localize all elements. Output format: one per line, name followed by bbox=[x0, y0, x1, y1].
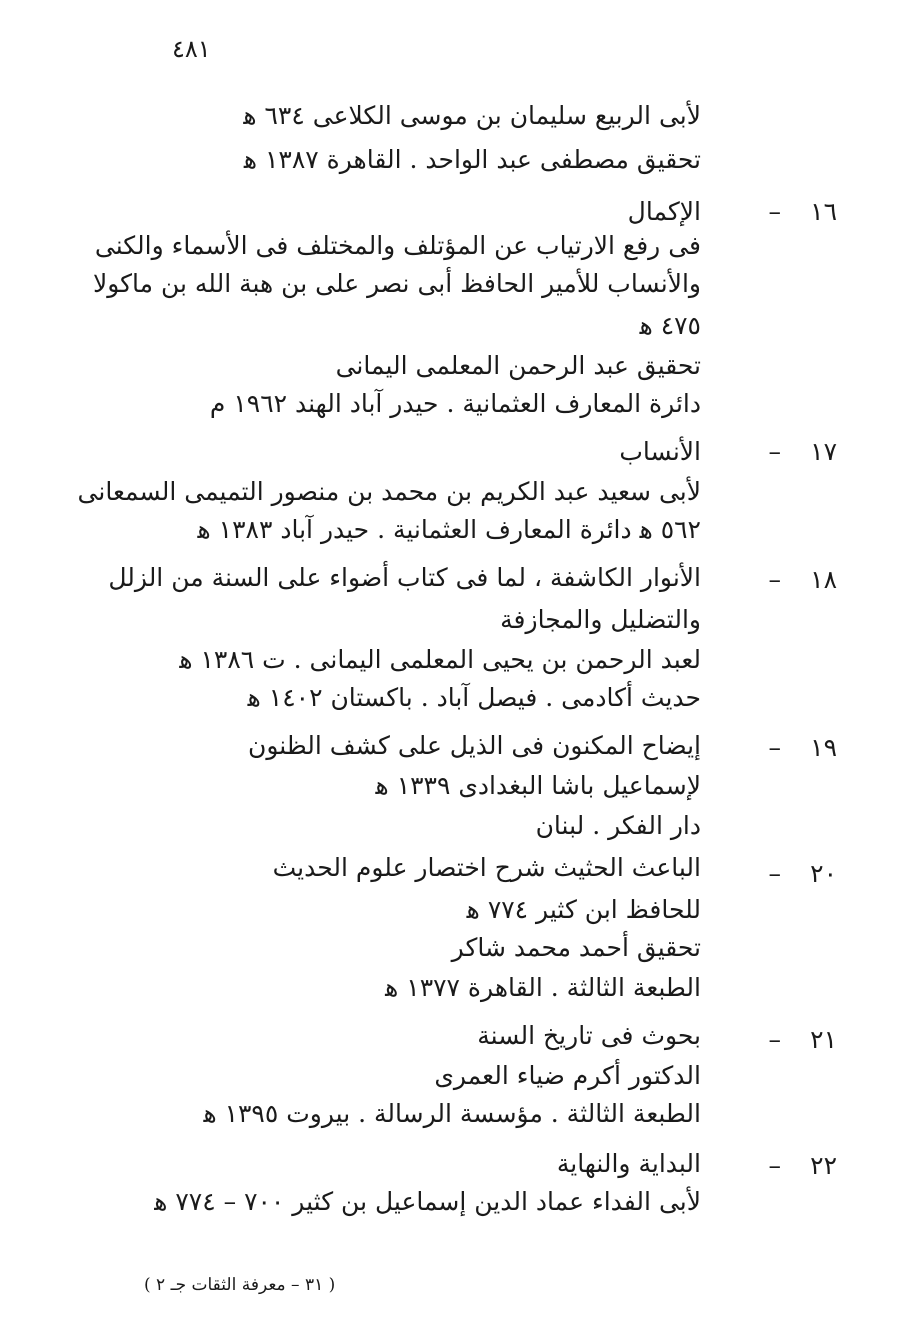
entry-line: والأنساب للأمير الحافظ أبى نصر على بن هبة الله بن ماكولا bbox=[92, 269, 701, 298]
continuation-line: لأبى الربيع سليمان بن موسى الكلاعى ٦٣٤ ﻫ bbox=[243, 101, 701, 130]
continuation-line: تحقيق مصطفى عبد الواحد . القاهرة ١٣٨٧ ﻫ bbox=[243, 145, 701, 174]
entry-line: ٤٧٥ ﻫ bbox=[639, 311, 701, 340]
entry-line: تحقيق عبد الرحمن المعلمى اليمانى bbox=[335, 351, 701, 380]
entry-line: حديث أكادمى . فيصل آباد . باكستان ١٤٠٢ ﻫ bbox=[247, 683, 701, 712]
entry-line: تحقيق أحمد محمد شاكر bbox=[451, 933, 701, 962]
entry-dash: – bbox=[768, 1151, 781, 1180]
entry-title: الأنساب bbox=[619, 437, 701, 466]
entry-title: إيضاح المكنون فى الذيل على كشف الظنون bbox=[247, 731, 701, 760]
entry-number: ٢١ bbox=[810, 1025, 837, 1054]
entry-number: ١٧ bbox=[810, 437, 837, 466]
entry-title: الإكمال bbox=[627, 197, 701, 226]
entry-dash: – bbox=[768, 733, 781, 762]
entry-number: ٢٢ bbox=[810, 1151, 837, 1180]
entry-line: والتضليل والمجازفة bbox=[500, 605, 701, 634]
entry-title: الأنوار الكاشفة ، لما فى كتاب أضواء على السنة من الزلل bbox=[108, 563, 701, 592]
entry-line: لأبى الفداء عماد الدين إسماعيل بن كثير ٧٠٠ – ٧٧٤ ﻫ bbox=[154, 1187, 701, 1216]
page-footer: ( ٣١ – معرفة الثقات جـ ٢ ) bbox=[144, 1275, 336, 1295]
entry-line: دائرة المعارف العثمانية . حيدر آباد الهند ١٩٦٢ م bbox=[209, 389, 701, 418]
entry-line: الطبعة الثالثة . القاهرة ١٣٧٧ ﻫ bbox=[385, 973, 701, 1002]
entry-title: البداية والنهاية bbox=[556, 1149, 701, 1178]
entry-line: لأبى سعيد عبد الكريم بن محمد بن منصور التميمى السمعانى bbox=[77, 477, 701, 506]
entry-title: بحوث فى تاريخ السنة bbox=[477, 1021, 701, 1050]
entry-number: ١٩ bbox=[810, 733, 837, 762]
entry-number: ١٦ bbox=[810, 197, 837, 226]
entry-dash: – bbox=[768, 859, 781, 888]
entry-number: ١٨ bbox=[810, 565, 837, 594]
page-number: ٤٨١ bbox=[172, 35, 211, 63]
entry-dash: – bbox=[768, 197, 781, 226]
entry-line: للحافظ ابن كثير ٧٧٤ ﻫ bbox=[466, 895, 701, 924]
entry-line: فى رفع الارتياب عن المؤتلف والمختلف فى الأسماء والكنى bbox=[94, 231, 701, 260]
entry-dash: – bbox=[768, 1025, 781, 1054]
entry-line: الدكتور أكرم ضياء العمرى bbox=[434, 1061, 701, 1090]
entry-number: ٢٠ bbox=[810, 859, 837, 888]
entry-title: الباعث الحثيث شرح اختصار علوم الحديث bbox=[272, 853, 701, 882]
entry-line: الطبعة الثالثة . مؤسسة الرسالة . بيروت ١٣٩٥ ﻫ bbox=[203, 1099, 701, 1128]
entry-dash: – bbox=[768, 565, 781, 594]
entry-line: لإسماعيل باشا البغدادى ١٣٣٩ ﻫ bbox=[375, 771, 701, 800]
entry-line: دار الفكر . لبنان bbox=[535, 811, 701, 840]
entry-line: لعبد الرحمن بن يحيى المعلمى اليمانى . ت ١٣٨٦ ﻫ bbox=[179, 645, 701, 674]
entry-line: ٥٦٢ ﻫ دائرة المعارف العثمانية . حيدر آباد ١٣٨٣ ﻫ bbox=[197, 515, 701, 544]
entry-dash: – bbox=[768, 437, 781, 466]
